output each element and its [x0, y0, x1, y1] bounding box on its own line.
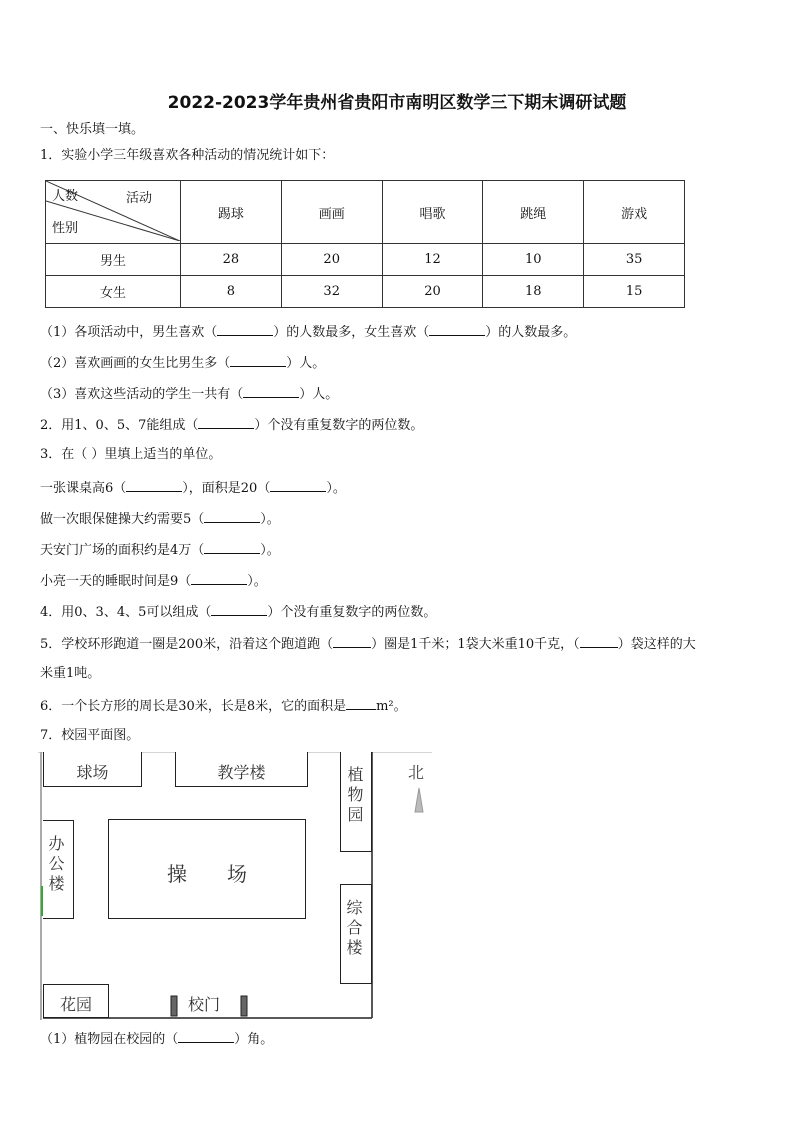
- text: ）。: [326, 481, 346, 496]
- text: ）。: [260, 543, 280, 558]
- flower-garden: [43, 984, 109, 1018]
- text: ）角。: [234, 1032, 274, 1047]
- table-cell: 35: [584, 244, 685, 276]
- answer-blank[interactable]: [217, 323, 273, 336]
- text: ）的人数最多。: [485, 325, 577, 340]
- question-5-line-2: 米重1吨。: [40, 666, 101, 681]
- header-cell: 游戏: [584, 181, 685, 244]
- teaching-building-label: 教学楼: [217, 763, 266, 782]
- text: ）。: [247, 574, 267, 589]
- diag-label-activity: 活动: [126, 191, 153, 206]
- text: ）袋这样的大: [617, 637, 696, 652]
- table-cell: 12: [382, 244, 483, 276]
- text: m²。: [376, 699, 407, 714]
- campus-map: [38, 752, 432, 1022]
- answer-blank[interactable]: [580, 635, 618, 648]
- header-cell: 唱歌: [382, 181, 483, 244]
- botanical-garden-label: 植物园: [345, 766, 364, 826]
- text: ）个没有重复数字的两位数。: [267, 605, 437, 620]
- answer-blank[interactable]: [178, 1030, 234, 1043]
- office-building-label: 办公楼: [46, 835, 65, 895]
- question-3-intro: 3．在（ ）里填上适当的单位。: [40, 447, 222, 462]
- sports-court-label: 球场: [76, 763, 109, 782]
- question-3-line-1: [40, 479, 346, 497]
- text: ）个没有重复数字的两位数。: [254, 418, 424, 433]
- header-cell: 踢球: [181, 181, 282, 244]
- text: ）。: [260, 512, 280, 527]
- text: ）人。: [299, 387, 339, 402]
- diag-label-gender: 性别: [52, 221, 79, 236]
- row-label: 女生: [46, 276, 181, 308]
- text: 6．一个长方形的周长是30米，长是8米，它的面积是: [40, 699, 347, 714]
- header-cell: 画画: [281, 181, 382, 244]
- flower-garden-label: 花园: [59, 995, 92, 1014]
- text: 做一次眼保健操大约需要5（: [40, 512, 205, 527]
- table-row: [46, 244, 685, 276]
- sports-court: [43, 752, 142, 787]
- answer-blank[interactable]: [429, 323, 485, 336]
- north-label: 北: [408, 763, 425, 782]
- table-cell: 32: [281, 276, 382, 308]
- text: （3）喜欢这些活动的学生一共有（: [40, 387, 244, 402]
- table-cell: 20: [281, 244, 382, 276]
- answer-blank[interactable]: [333, 635, 371, 648]
- text: 2．用1、0、5、7能组成（: [40, 418, 199, 433]
- question-1-sub-1: [40, 323, 576, 341]
- text: ）人。: [286, 356, 326, 371]
- table-cell: 8: [181, 276, 282, 308]
- complex-building: [340, 884, 372, 984]
- table-cell: 18: [483, 276, 584, 308]
- question-7-sub-1: [40, 1030, 273, 1048]
- text: ），面积是20（: [182, 481, 271, 496]
- table-cell: 10: [483, 244, 584, 276]
- text: （1）植物园在校园的（: [40, 1032, 179, 1047]
- text: （1）各项活动中，男生喜欢（: [40, 325, 218, 340]
- text: 小亮一天的睡眠时间是9（: [40, 574, 192, 589]
- answer-blank[interactable]: [270, 479, 326, 492]
- question-3-line-4: [40, 572, 267, 590]
- answer-blank[interactable]: [198, 416, 254, 429]
- answer-blank[interactable]: [204, 541, 260, 554]
- botanical-garden: [340, 752, 372, 852]
- question-4: [40, 603, 436, 621]
- text: （2）喜欢画画的女生比男生多（: [40, 356, 231, 371]
- question-2: [40, 416, 423, 434]
- answer-blank[interactable]: [243, 385, 299, 398]
- section-heading: 一、快乐填一填。: [40, 122, 145, 137]
- complex-building-label: 综合楼: [344, 899, 363, 959]
- answer-blank[interactable]: [211, 603, 267, 616]
- question-1-sub-3: [40, 385, 338, 403]
- question-6: [40, 697, 407, 715]
- question-3-line-2: [40, 510, 280, 528]
- question-5-line-1: [40, 635, 696, 653]
- text: 天安门广场的面积约是4万（: [40, 543, 205, 558]
- question-1-sub-2: [40, 354, 325, 372]
- header-cell: 跳绳: [483, 181, 584, 244]
- activity-stats-table: [45, 180, 685, 308]
- question-3-line-3: [40, 541, 280, 559]
- table-header-row: [46, 181, 685, 244]
- answer-blank[interactable]: [230, 354, 286, 367]
- north-arrow-icon: [415, 788, 423, 812]
- table-cell: 15: [584, 276, 685, 308]
- row-label: 男生: [46, 244, 181, 276]
- diagonal-header-cell: [46, 181, 181, 244]
- playground-label: 操 场: [167, 862, 247, 886]
- answer-blank[interactable]: [204, 510, 260, 523]
- table-cell: 20: [382, 276, 483, 308]
- answer-blank[interactable]: [191, 572, 247, 585]
- school-gate-label: 校门: [188, 995, 221, 1014]
- office-building: [43, 820, 74, 919]
- playground: [108, 819, 306, 919]
- table-row: [46, 276, 685, 308]
- answer-blank[interactable]: [126, 479, 182, 492]
- page-title: 2022-2023学年贵州省贵阳市南明区数学三下期末调研试题: [167, 93, 627, 113]
- table-cell: 28: [181, 244, 282, 276]
- answer-blank[interactable]: [346, 697, 376, 710]
- question-7-intro: 7．校园平面图。: [40, 728, 140, 743]
- diag-label-people: 人数: [52, 189, 79, 204]
- text: ）圈是1千米；1袋大米重10千克，（: [371, 637, 580, 652]
- text: 一张课桌高6（: [40, 481, 127, 496]
- text: 4．用0、3、4、5可以组成（: [40, 605, 212, 620]
- text: ）的人数最多，女生喜欢（: [273, 325, 430, 340]
- teaching-building: [175, 752, 308, 787]
- text: 5．学校环形跑道一圈是200米，沿着这个跑道跑（: [40, 637, 334, 652]
- question-1-intro: 1．实验小学三年级喜欢各种活动的情况统计如下：: [40, 148, 335, 163]
